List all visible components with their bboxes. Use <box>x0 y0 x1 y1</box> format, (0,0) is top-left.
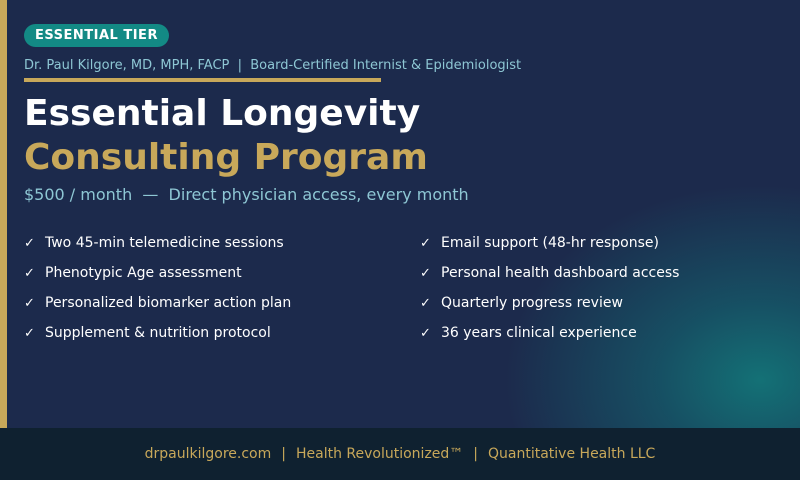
feature-item <box>24 228 291 258</box>
checkmark-icon: ✓ <box>420 325 431 341</box>
left-accent-bar <box>0 0 7 428</box>
checkmark-icon: ✓ <box>24 235 35 251</box>
gold-divider <box>24 78 381 82</box>
feature-label: Two 45-min telemedicine sessions <box>45 235 284 251</box>
feature-list-left <box>24 228 291 348</box>
feature-item <box>420 318 679 348</box>
checkmark-icon: ✓ <box>24 295 35 311</box>
feature-list-right <box>420 228 679 348</box>
feature-item <box>24 318 291 348</box>
footer-separator: | <box>473 446 479 462</box>
feature-label: Email support (48-hr response) <box>441 235 659 251</box>
tier-badge: ESSENTIAL TIER <box>24 24 169 47</box>
program-title-line-1: Essential Longevity <box>24 93 421 134</box>
price-line: $500 / month — Direct physician access, every month <box>24 185 469 204</box>
footer-bar <box>0 428 800 480</box>
footer-website: drpaulkilgore.com <box>144 446 272 462</box>
footer-tagline: Health Revolutionized™ <box>295 446 464 462</box>
checkmark-icon: ✓ <box>420 295 431 311</box>
program-title-line-2: Consulting Program <box>24 137 428 178</box>
feature-label: Personalized biomarker action plan <box>45 295 292 311</box>
feature-label: 36 years clinical experience <box>441 325 637 341</box>
footer-separator: | <box>281 446 286 462</box>
footer-company: Quantitative Health LLC <box>488 446 656 462</box>
checkmark-icon: ✓ <box>24 265 35 281</box>
checkmark-icon: ✓ <box>420 235 431 251</box>
feature-label: Quarterly progress review <box>441 295 623 311</box>
feature-item <box>420 288 679 318</box>
feature-label: Phenotypic Age assessment <box>45 265 242 281</box>
physician-credentials: Dr. Paul Kilgore, MD, MPH, FACP | Board-Certified Internist & Epidemiologist <box>24 58 522 73</box>
feature-label: Personal health dashboard access <box>441 265 680 281</box>
checkmark-icon: ✓ <box>24 325 35 341</box>
feature-label: Supplement & nutrition protocol <box>45 325 271 341</box>
feature-item <box>24 258 291 288</box>
feature-item <box>420 258 679 288</box>
checkmark-icon: ✓ <box>420 265 431 281</box>
feature-item <box>24 288 291 318</box>
feature-item <box>420 228 679 258</box>
